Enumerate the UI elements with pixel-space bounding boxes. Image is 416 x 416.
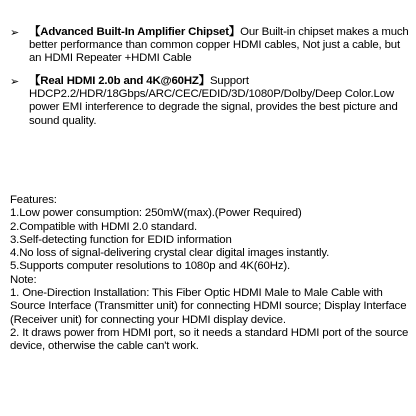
bullet-body: Our Built-in chipset makes a much better performance than common copper HDMI cables, Not just a cable, but an HDMI Repeater +HDMI Cable	[29, 26, 409, 65]
bullet-body: Support HDCP2.2/HDR/18Gbps/ARC/CEC/EDID/3D/1080P/Dolby/Deep Color.Low power EMI interference to degrade the signal, provides the best picture and sound quality.	[29, 75, 398, 127]
bullet-heading: 【Real HDMI 2.0b and 4K@60HZ】	[29, 75, 210, 87]
bullet-amplifier-chipset	[10, 26, 410, 66]
note-item: 2. It draws power from HDMI port, so it needs a standard HDMI port of the source device, otherwise the cable can't work.	[10, 326, 409, 353]
feature-item: 2.Compatible with HDMI 2.0 standard.	[10, 220, 198, 233]
bullet-heading: 【Advanced Built-In Amplifier Chipset】	[29, 26, 241, 38]
arrow-bullet-icon: ➢	[10, 26, 20, 39]
feature-item: 4.No loss of signal-delivering crystal clear digital images instantly.	[10, 247, 330, 260]
bullet-real-hdmi	[10, 75, 410, 128]
note-label: Note:	[10, 273, 37, 286]
bullet-text	[29, 26, 410, 66]
feature-item: 3.Self-detecting function for EDID information	[10, 233, 232, 246]
bullet-text	[29, 75, 410, 128]
arrow-bullet-icon: ➢	[10, 75, 20, 88]
note-item: 1. One-Direction Installation: This Fiber Optic HDMI Male to Male Cable with Source Interface (Transmitter unit) for connecting HDMI source; Display Interface (Receiver unit) for connecting your HDMI display device.	[10, 287, 407, 326]
features-section	[10, 194, 412, 354]
feature-item: 1.Low power consumption: 250mW(max).(Power Required)	[10, 207, 302, 220]
feature-item: 5.Supports computer resolutions to 1080p and 4K(60Hz).	[10, 260, 290, 273]
features-title: Features:	[10, 194, 57, 206]
